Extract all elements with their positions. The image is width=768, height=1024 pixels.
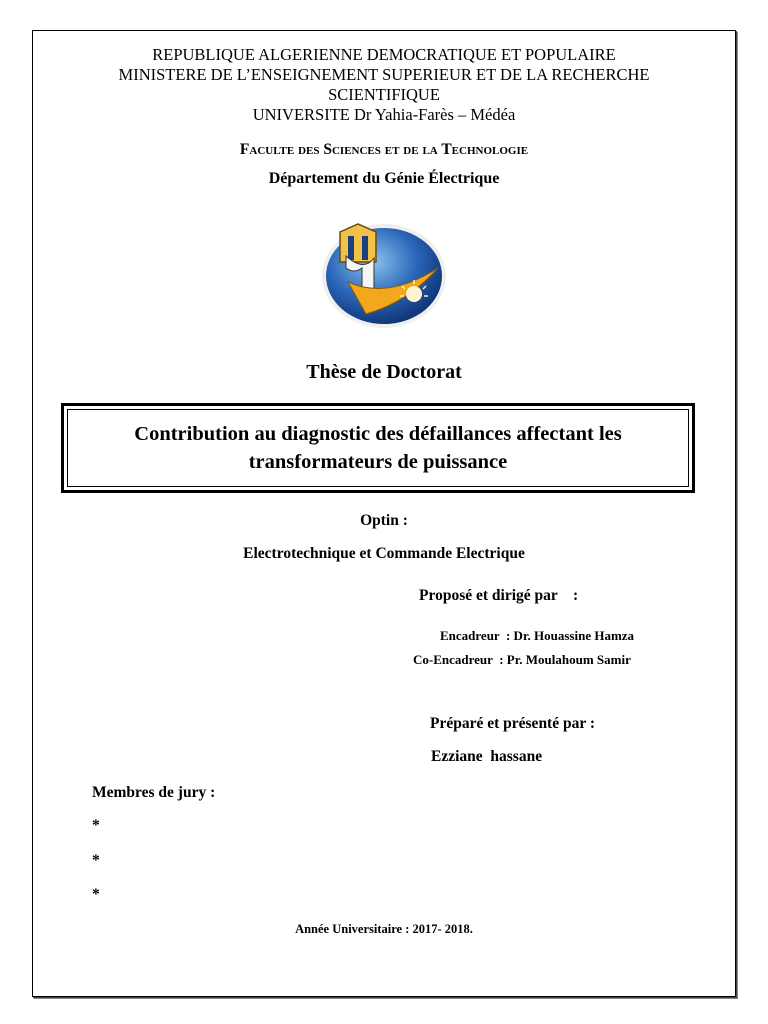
header-ministry-cont: SCIENTIFIQUE xyxy=(328,85,440,104)
supervision-heading: Proposé et dirigé par : xyxy=(419,587,579,604)
header-republic: REPUBLIQUE ALGERIENNE DEMOCRATIQUE ET POPULAIRE xyxy=(152,45,616,64)
option-value: Electrotechnique et Commande Electrique xyxy=(243,545,525,562)
university-logo-icon xyxy=(318,222,450,334)
thesis-title: Contribution au diagnostic des défaillances affectant les transformateurs de puissance xyxy=(67,409,689,487)
co-encadreur: Co-Encadreur : Pr. Moulahoum Samir xyxy=(413,652,631,667)
faculty-name: Faculte des Sciences et de la Technologie xyxy=(239,141,529,158)
header-university: UNIVERSITE Dr Yahia-Farès – Médéa xyxy=(252,105,516,124)
header-ministry: MINISTERE DE L’ENSEIGNEMENT SUPERIEUR ET DE LA RECHERCHE xyxy=(118,65,650,84)
jury-member: * xyxy=(92,817,100,834)
department-name: Département du Génie Électrique xyxy=(268,170,500,187)
prepared-heading: Préparé et présenté par : xyxy=(430,715,595,732)
encadreur: Encadreur : Dr. Houassine Hamza xyxy=(440,628,635,643)
title-box xyxy=(61,403,695,493)
option-label: Optin : xyxy=(360,512,408,529)
academic-year: Année Universitaire : 2017- 2018. xyxy=(295,922,473,936)
author-name: Ezziane hassane xyxy=(431,748,543,765)
jury-member: * xyxy=(92,852,100,869)
jury-member: * xyxy=(92,886,100,903)
jury-heading: Membres de jury : xyxy=(92,784,216,801)
thesis-type: Thèse de Doctorat xyxy=(306,361,462,383)
